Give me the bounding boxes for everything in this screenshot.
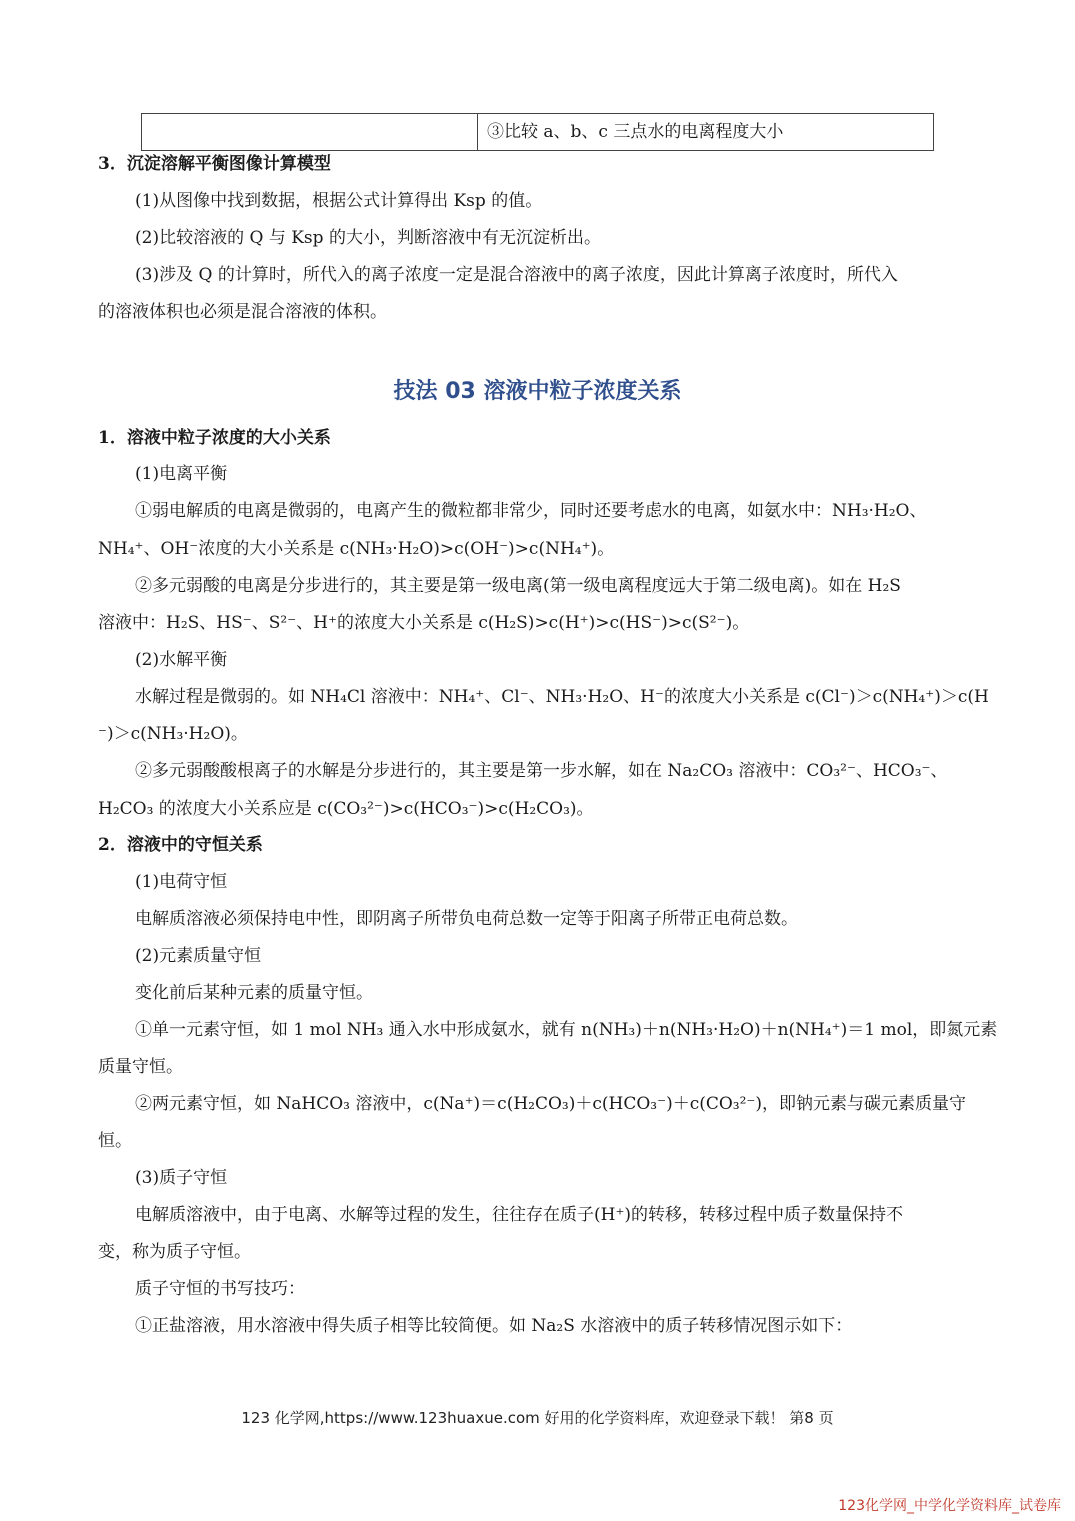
- paragraph-line: ①弱电解质的电离是微弱的，电离产生的微粒都非常少，同时还要考虑水的电离，如氨水中：NH₃·H₂O、: [135, 501, 927, 521]
- watermark: 123化学网_中学化学资料库_试卷库: [838, 1498, 1061, 1514]
- table-divider: [477, 114, 478, 150]
- technique-title: 技法 03 溶液中粒子浓度关系: [393, 379, 682, 404]
- section-heading: 2．溶液中的守恒关系: [98, 835, 263, 855]
- paragraph-line: 变化前后某种元素的质量守恒。: [135, 983, 373, 1003]
- paragraph-line: 电解质溶液中，由于电离、水解等过程的发生，往往存在质子(H⁺)的转移，转移过程中质子数量保持不: [135, 1205, 904, 1225]
- paragraph-line: 溶液中：H₂S、HS⁻、S²⁻、H⁺的浓度大小关系是 c(H₂S)>c(H⁺)>c(HS⁻)>c(S²⁻)。: [98, 613, 750, 633]
- paragraph-line: 质子守恒的书写技巧：: [135, 1279, 305, 1299]
- paragraph-line: NH₄⁺、OH⁻浓度的大小关系是 c(NH₃·H₂O)>c(OH⁻)>c(NH₄⁺)。: [98, 539, 615, 559]
- paragraph-line: (1)从图像中找到数据，根据公式计算得出 Ksp 的值。: [135, 191, 543, 211]
- section-heading: 3．沉淀溶解平衡图像计算模型: [98, 154, 331, 174]
- paragraph-line: (2)水解平衡: [135, 650, 228, 670]
- paragraph-line: (1)电荷守恒: [135, 872, 228, 892]
- paragraph-line: ②多元弱酸酸根离子的水解是分步进行的，其主要是第一步水解，如在 Na₂CO₃ 溶液中：CO₃²⁻、HCO₃⁻、: [135, 761, 948, 781]
- page-footer: 123 化学网,https://www.123huaxue.com 好用的化学资料库，欢迎登录下载！ 第8 页: [241, 1409, 834, 1427]
- paragraph-line: (2)比较溶液的 Q 与 Ksp 的大小，判断溶液中有无沉淀析出。: [135, 228, 601, 248]
- table-fragment: [141, 113, 934, 151]
- section-heading: 1．溶液中粒子浓度的大小关系: [98, 428, 331, 448]
- paragraph-line: (2)元素质量守恒: [135, 946, 262, 966]
- paragraph-line: 恒。: [98, 1131, 132, 1151]
- paragraph-line: 变，称为质子守恒。: [98, 1242, 251, 1262]
- paragraph-line: ②多元弱酸的电离是分步进行的，其主要是第一级电离(第一级电离程度远大于第二级电离)。如在 H₂S: [135, 576, 901, 596]
- paragraph-line: (1)电离平衡: [135, 464, 228, 484]
- paragraph-line: 电解质溶液必须保持电中性，即阴离子所带负电荷总数一定等于阳离子所带正电荷总数。: [135, 909, 798, 929]
- paragraph-line: (3)质子守恒: [135, 1168, 228, 1188]
- paragraph-line: 质量守恒。: [98, 1057, 183, 1077]
- paragraph-line: 水解过程是微弱的。如 NH₄Cl 溶液中：NH₄⁺、Cl⁻、NH₃·H₂O、H⁻的浓度大小关系是 c(Cl⁻)＞c(NH₄⁺)＞c(H: [135, 687, 989, 707]
- paragraph-line: ①正盐溶液，用水溶液中得失质子相等比较简便。如 Na₂S 水溶液中的质子转移情况图示如下：: [135, 1316, 853, 1336]
- table-cell: ③比较 a、b、c 三点水的电离程度大小: [487, 122, 784, 142]
- paragraph-line: (3)涉及 Q 的计算时，所代入的离子浓度一定是混合溶液中的离子浓度，因此计算离子浓度时，所代入: [135, 265, 898, 285]
- paragraph-line: ②两元素守恒，如 NaHCO₃ 溶液中，c(Na⁺)＝c(H₂CO₃)＋c(HCO₃⁻)＋c(CO₃²⁻)，即钠元素与碳元素质量守: [135, 1094, 967, 1114]
- paragraph-line: ①单一元素守恒，如 1 mol NH₃ 通入水中形成氨水，就有 n(NH₃)＋n(NH₃·H₂O)＋n(NH₄⁺)＝1 mol，即氮元素: [135, 1020, 998, 1040]
- paragraph-line: H₂CO₃ 的浓度大小关系应是 c(CO₃²⁻)>c(HCO₃⁻)>c(H₂CO₃)。: [98, 799, 594, 819]
- paragraph-line: ⁻)＞c(NH₃·H₂O)。: [98, 724, 248, 744]
- paragraph-line: 的溶液体积也必须是混合溶液的体积。: [98, 302, 387, 322]
